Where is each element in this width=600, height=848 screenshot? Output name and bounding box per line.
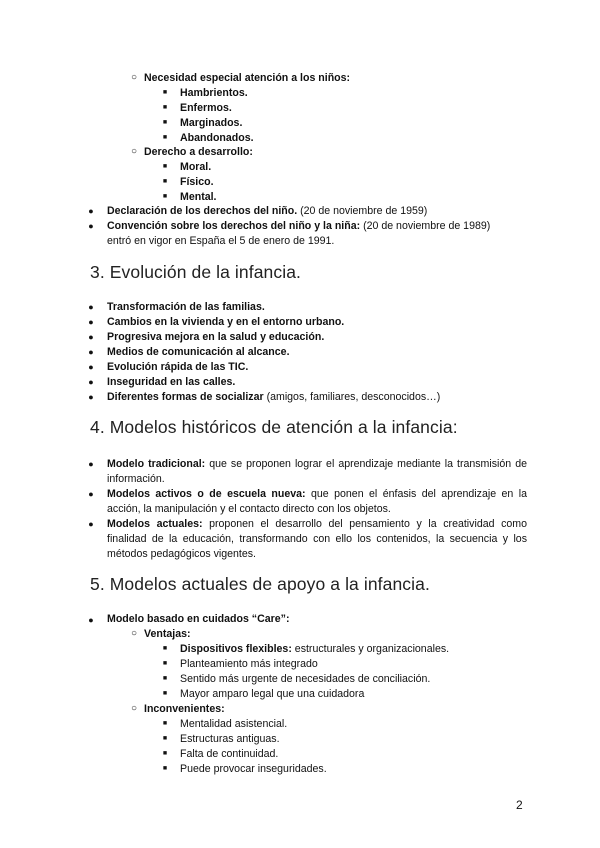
bullet-dot: ● — [88, 221, 94, 231]
normal-text: (20 de noviembre de 1989) — [360, 220, 491, 232]
list-item: Medios de comunicación al alcance. — [107, 346, 290, 358]
list-item: Planteamiento más integrado — [180, 658, 318, 670]
bullet-dot: ● — [88, 377, 94, 387]
bullet-circle: ○ — [130, 628, 138, 639]
paragraph-actuales — [107, 517, 527, 562]
normal-text: proponen el desarrollo del pensamiento y la creatividad como finalidad de la educación, transformando con ello los contenidos, la secuencia y los métodos pedagógicos vigentes. — [107, 518, 528, 560]
bullet-dot: ● — [88, 332, 94, 342]
section-heading-4: 4. Modelos históricos de atención a la infancia: — [90, 417, 458, 437]
list-item-convencion — [107, 220, 490, 232]
bullet-dot: ● — [88, 459, 94, 469]
normal-text: que se proponen lograr el aprendizaje mediante la transmisión de información. — [107, 458, 527, 485]
list-item: Estructuras antiguas. — [180, 733, 280, 745]
list-item: Mayor amparo legal que una cuidadora — [180, 688, 365, 700]
list-item: Puede provocar inseguridades. — [180, 763, 327, 775]
list-item-dispositivos — [180, 643, 449, 655]
bold-text: Modelo tradicional: — [107, 458, 206, 470]
list-item-care: Modelo basado en cuidados “Care”: — [107, 613, 290, 625]
list-item: Sentido más urgente de necesidades de conciliación. — [180, 673, 431, 685]
bold-text: Modelos actuales: — [107, 518, 203, 530]
bullet-square: ■ — [162, 193, 168, 200]
section-heading-5: 5. Modelos actuales de apoyo a la infancia. — [90, 574, 430, 594]
list-item-necesidad: Necesidad especial atención a los niños: — [144, 72, 351, 84]
bold-text: Convención sobre los derechos del niño y la niña: — [107, 220, 361, 232]
list-item: Mental. — [180, 191, 217, 203]
bullet-circle: ○ — [130, 703, 138, 714]
bullet-circle: ○ — [130, 146, 138, 157]
list-item-ventajas: Ventajas: — [144, 628, 191, 640]
bullet-dot: ● — [88, 206, 94, 216]
list-item-declaracion — [107, 205, 427, 217]
bold-text: Dispositivos flexibles: — [180, 643, 292, 655]
list-item: Cambios en la vivienda y en el entorno urbano. — [107, 316, 345, 328]
bullet-dot: ● — [88, 302, 94, 312]
list-item: Inseguridad en las calles. — [107, 376, 236, 388]
list-item-inconvenientes: Inconvenientes: — [144, 703, 225, 715]
list-item: Moral. — [180, 161, 212, 173]
normal-text: (20 de noviembre de 1959) — [297, 205, 428, 217]
section-heading-3: 3. Evolución de la infancia. — [90, 262, 301, 282]
list-item: Hambrientos. — [180, 87, 248, 99]
bullet-square: ■ — [162, 645, 168, 652]
bold-text: Declaración de los derechos del niño. — [107, 205, 298, 217]
bullet-dot: ● — [88, 347, 94, 357]
bullet-square: ■ — [162, 178, 168, 185]
normal-text: (amigos, familiares, desconocidos…) — [263, 391, 441, 403]
bullet-dot: ● — [88, 392, 94, 402]
list-item-convencion-cont: entró en vigor en España el 5 de enero de 1991. — [107, 235, 335, 247]
bullet-square: ■ — [162, 134, 168, 141]
bullet-square: ■ — [162, 690, 168, 697]
list-item: Abandonados. — [180, 132, 254, 144]
normal-text: estructurales y organizacionales. — [291, 643, 450, 655]
bullet-square: ■ — [162, 720, 168, 727]
bullet-square: ■ — [162, 89, 168, 96]
bullet-dot: ● — [88, 362, 94, 372]
list-item: Progresiva mejora en la salud y educación. — [107, 331, 325, 343]
bold-text: Modelos activos o de escuela nueva: — [107, 488, 306, 500]
bullet-square: ■ — [162, 163, 168, 170]
list-item: Falta de continuidad. — [180, 748, 279, 760]
list-item: Físico. — [180, 176, 214, 188]
bullet-dot: ● — [88, 615, 94, 625]
list-item: Marginados. — [180, 117, 243, 129]
list-item-socializar — [107, 391, 440, 403]
list-item: Transformación de las familias. — [107, 301, 265, 313]
paragraph-activos — [107, 487, 527, 517]
list-item: Mentalidad asistencial. — [180, 718, 288, 730]
bullet-circle: ○ — [130, 72, 138, 83]
bullet-square: ■ — [162, 660, 168, 667]
bullet-square: ■ — [162, 735, 168, 742]
bold-text: Diferentes formas de socializar — [107, 391, 264, 403]
list-item: Evolución rápida de las TIC. — [107, 361, 249, 373]
bullet-square: ■ — [162, 104, 168, 111]
bullet-square: ■ — [162, 119, 168, 126]
bullet-square: ■ — [162, 750, 168, 757]
bullet-square: ■ — [162, 765, 168, 772]
bullet-dot: ● — [88, 489, 94, 499]
bullet-dot: ● — [88, 317, 94, 327]
bullet-square: ■ — [162, 675, 168, 682]
bullet-dot: ● — [88, 519, 94, 529]
list-item-derecho: Derecho a desarrollo: — [144, 146, 253, 158]
normal-text: que ponen el énfasis del aprendizaje en la acción, la manipulación y el contacto directo con los objetos. — [107, 488, 528, 515]
paragraph-tradicional — [107, 457, 527, 487]
list-item: Enfermos. — [180, 102, 232, 114]
page-number: 2 — [516, 798, 523, 812]
